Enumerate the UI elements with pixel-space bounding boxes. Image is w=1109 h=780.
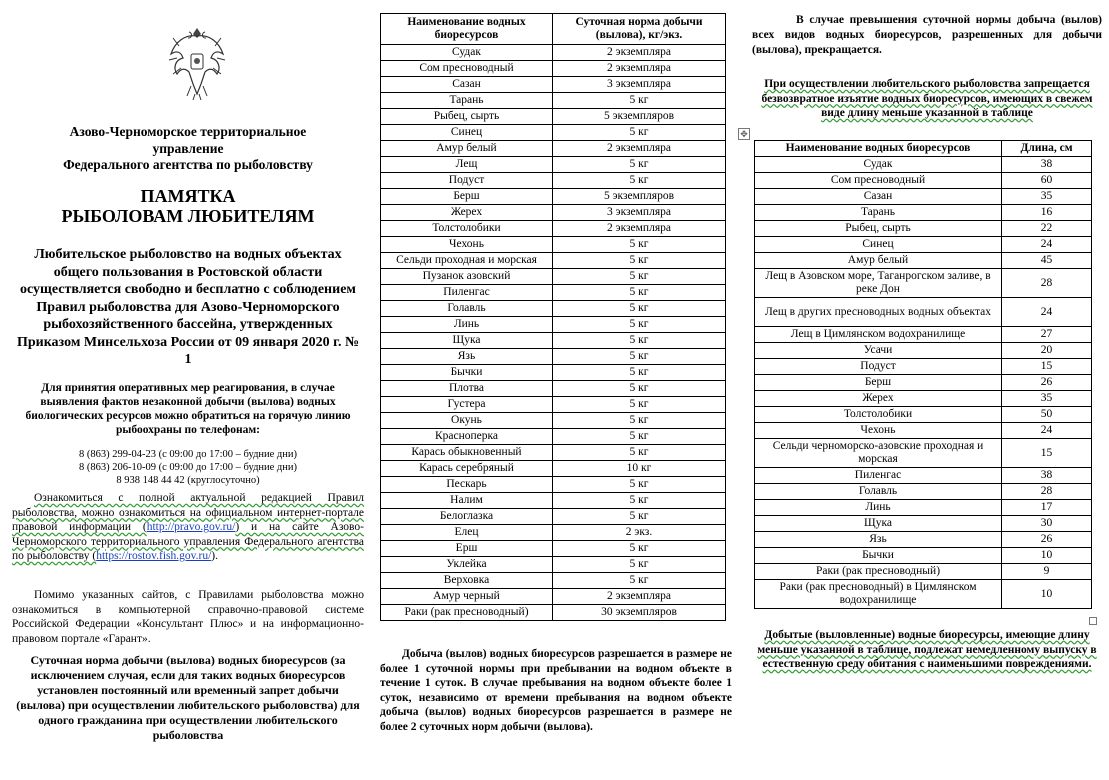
table-row (381, 461, 726, 477)
species-cell: Чехонь (381, 237, 553, 253)
value-cell: 5 кг (553, 557, 726, 573)
column-header-limit: Суточная норма добычи (вылова), кг/экз. (553, 14, 726, 45)
species-cell: Раки (рак пресноводный) в Цимлянском водохранилище (755, 580, 1002, 609)
value-cell: 50 (1002, 407, 1092, 423)
value-cell: 9 (1002, 564, 1092, 580)
species-cell: Сельди черноморско-азовские проходная и морская (755, 439, 1002, 468)
species-cell: Раки (рак пресноводный) (381, 605, 553, 621)
table-row (755, 298, 1092, 327)
species-cell: Ерш (381, 541, 553, 557)
table-move-handle-icon[interactable]: ✥ (738, 128, 750, 140)
species-cell: Пескарь (381, 477, 553, 493)
table-row (755, 484, 1092, 500)
species-cell: Амур белый (381, 141, 553, 157)
table-row (381, 429, 726, 445)
table-header-row (381, 14, 726, 45)
value-cell: 10 кг (553, 461, 726, 477)
value-cell: 17 (1002, 500, 1092, 516)
species-cell: Пузанок азовский (381, 269, 553, 285)
table-row (755, 253, 1092, 269)
value-cell: 30 (1002, 516, 1092, 532)
table-row (381, 173, 726, 189)
value-cell: 5 кг (553, 445, 726, 461)
table-row (381, 445, 726, 461)
species-cell: Пиленгас (755, 468, 1002, 484)
table-row (381, 509, 726, 525)
value-cell: 45 (1002, 253, 1092, 269)
species-cell: Лещ в других пресноводных водных объектах (755, 298, 1002, 327)
species-cell: Плотва (381, 381, 553, 397)
value-cell: 5 кг (553, 365, 726, 381)
species-cell: Амур черный (381, 589, 553, 605)
value-cell: 5 кг (553, 269, 726, 285)
table-row (381, 221, 726, 237)
value-cell: 5 кг (553, 317, 726, 333)
value-cell: 2 экземпляра (553, 61, 726, 77)
species-cell: Толстолобики (381, 221, 553, 237)
russian-coat-of-arms-icon (167, 24, 227, 102)
table-row (755, 468, 1092, 484)
table-row (381, 333, 726, 349)
table-row (381, 253, 726, 269)
species-cell: Рыбец, сырть (381, 109, 553, 125)
species-cell: Жерех (755, 391, 1002, 407)
species-cell: Линь (755, 500, 1002, 516)
table-row (381, 285, 726, 301)
value-cell: 35 (1002, 189, 1092, 205)
table-row (381, 365, 726, 381)
species-cell: Елец (381, 525, 553, 541)
hotline-notice: Для принятия оперативных мер реагирования, в случае выявления фактов незаконной добычи (вылова) водных биологических ресурсов можно обратиться на горячую линию рыбоохраны по телефонам: (25, 382, 351, 436)
table-row (381, 61, 726, 77)
species-cell: Подуст (381, 173, 553, 189)
table-row (755, 327, 1092, 343)
value-cell: 28 (1002, 269, 1092, 298)
table-row (755, 375, 1092, 391)
value-cell: 28 (1002, 484, 1092, 500)
table-row (755, 189, 1092, 205)
species-cell: Лещ (381, 157, 553, 173)
table-row (755, 173, 1092, 189)
value-cell: 5 кг (553, 173, 726, 189)
species-cell: Амур белый (755, 253, 1002, 269)
value-cell: 5 кг (553, 573, 726, 589)
value-cell: 5 кг (553, 509, 726, 525)
table-row (381, 189, 726, 205)
table-row (381, 349, 726, 365)
value-cell: 2 экземпляра (553, 221, 726, 237)
species-cell: Густера (381, 397, 553, 413)
value-cell: 5 кг (553, 349, 726, 365)
species-cell: Язь (755, 532, 1002, 548)
species-cell: Сом пресноводный (381, 61, 553, 77)
organization-name: Азово-Черноморское территориальное управление Федерального агентства по рыболовству (63, 124, 313, 172)
value-cell: 3 экземпляра (553, 205, 726, 221)
value-cell: 5 кг (553, 237, 726, 253)
species-cell: Белоглазка (381, 509, 553, 525)
phone-line: 8 (863) 206-10-09 (с 09:00 до 17:00 – будние дни) (78, 462, 298, 473)
species-cell: Пиленгас (381, 285, 553, 301)
value-cell: 35 (1002, 391, 1092, 407)
species-cell: Карась обыкновенный (381, 445, 553, 461)
table-header-row (755, 141, 1092, 157)
value-cell: 2 экземпляра (553, 141, 726, 157)
table-row (381, 205, 726, 221)
value-cell: 2 экземпляра (553, 45, 726, 61)
species-cell: Сом пресноводный (755, 173, 1002, 189)
species-cell: Берш (755, 375, 1002, 391)
value-cell: 10 (1002, 580, 1092, 609)
species-cell: Берш (381, 189, 553, 205)
value-cell: 3 экземпляра (553, 77, 726, 93)
table-row (381, 589, 726, 605)
value-cell: 5 экземпляров (553, 189, 726, 205)
table-row (381, 397, 726, 413)
value-cell: 15 (1002, 359, 1092, 375)
value-cell: 5 кг (553, 157, 726, 173)
value-cell: 5 кг (553, 381, 726, 397)
species-cell: Толстолобики (755, 407, 1002, 423)
table-row (381, 109, 726, 125)
exceed-rule-paragraph: В случае превышения суточной нормы добыча (вылов) всех видов водных биоресурсов, разрешенных для добычи (вылова), прекращается. (752, 14, 1102, 56)
table-row (381, 93, 726, 109)
table-row (755, 564, 1092, 580)
value-cell: 60 (1002, 173, 1092, 189)
value-cell: 30 экземпляров (553, 605, 726, 621)
table-row (381, 541, 726, 557)
table-row (381, 269, 726, 285)
species-cell: Язь (381, 349, 553, 365)
table-row (381, 77, 726, 93)
table-row (755, 391, 1092, 407)
species-cell: Раки (рак пресноводный) (755, 564, 1002, 580)
table-row (755, 532, 1092, 548)
table-row (381, 605, 726, 621)
species-cell: Синец (381, 125, 553, 141)
daily-limit-table (380, 13, 726, 621)
table-row (755, 221, 1092, 237)
species-cell: Бычки (381, 365, 553, 381)
value-cell: 5 кг (553, 397, 726, 413)
table-row (755, 580, 1092, 609)
table-row (755, 205, 1092, 221)
species-cell: Сазан (381, 77, 553, 93)
rostov-fish-link[interactable]: https://rostov.fish.gov.ru/ (96, 550, 212, 562)
rules-paragraph: Ознакомиться с полной актуальной редакцией Правил рыболовства, можно ознакомиться на официальном интернет-портале правовой информации (http://pravo.gov.ru/) и на сайте Азово-Черноморского территориального управления Федерального агентства по рыболовству (https://rostov.fish.gov.ru/). (12, 492, 364, 562)
table-row (755, 359, 1092, 375)
value-cell: 5 кг (553, 125, 726, 141)
value-cell: 10 (1002, 548, 1092, 564)
table-row (381, 157, 726, 173)
value-cell: 5 кг (553, 93, 726, 109)
size-ban-heading: При осуществлении любительского рыболовства запрещается безвозвратное изъятие водных биоресурсов, имеющих в свежем виде длину меньше указанной в таблице (761, 78, 1093, 119)
species-cell: Сельди проходная и морская (381, 253, 553, 269)
page-title: ПАМЯТКА РЫБОЛОВАМ ЛЮБИТЕЛЯМ (61, 186, 315, 226)
species-cell: Жерех (381, 205, 553, 221)
value-cell: 2 экз. (553, 525, 726, 541)
table-row (381, 45, 726, 61)
species-cell: Щука (755, 516, 1002, 532)
species-cell: Чехонь (755, 423, 1002, 439)
table-row (755, 516, 1092, 532)
table-row (381, 381, 726, 397)
species-cell: Уклейка (381, 557, 553, 573)
column-header-species: Наименование водных биоресурсов (381, 14, 553, 45)
table-row (755, 548, 1092, 564)
phone-line: 8 938 148 44 42 (круглосуточно) (116, 475, 260, 486)
intro-paragraph: Любительское рыболовство на водных объектах общего пользования в Ростовской области осуществляется свободно и бесплатно с соблюдением Правил рыболовства для Азово-Черноморского рыбохозяйственного бассейна, утвержденных Приказом Минсельхоза России от 09 января 2020 г. № 1 (16, 247, 360, 367)
phone-line: 8 (863) 299-04-23 (с 09:00 до 17:00 – будние дни) (78, 449, 298, 460)
species-cell: Красноперка (381, 429, 553, 445)
species-cell: Верховка (381, 573, 553, 589)
value-cell: 5 кг (553, 493, 726, 509)
pravo-link[interactable]: http://pravo.gov.ru/ (146, 521, 236, 533)
species-cell: Лещ в Азовском море, Таганрогском заливе, в реке Дон (755, 269, 1002, 298)
species-cell: Тарань (381, 93, 553, 109)
value-cell: 2 экземпляра (553, 589, 726, 605)
value-cell: 5 кг (553, 429, 726, 445)
table-row (381, 493, 726, 509)
species-cell: Линь (381, 317, 553, 333)
table-row (381, 301, 726, 317)
table-row (381, 573, 726, 589)
table-row (755, 237, 1092, 253)
species-cell: Карась серебряный (381, 461, 553, 477)
value-cell: 5 кг (553, 285, 726, 301)
table-row (381, 525, 726, 541)
table-row (381, 141, 726, 157)
release-rule-paragraph: Добытые (выловленные) водные биоресурсы, имеющие длину меньше указанной в таблице, подлежат немедленному выпуску в естественную среду обитания с наименьшими повреждениями. (757, 629, 1097, 670)
table-row (381, 477, 726, 493)
table-row (755, 423, 1092, 439)
table-row (755, 407, 1092, 423)
species-cell: Судак (755, 157, 1002, 173)
value-cell: 5 кг (553, 541, 726, 557)
table-row (755, 343, 1092, 359)
value-cell: 24 (1002, 237, 1092, 253)
species-cell: Тарань (755, 205, 1002, 221)
catch-rule-paragraph: Добыча (вылов) водных биоресурсов разрешается в размере не более 1 суточной нормы при пребывании на водном объекте в течение 1 суток. В случае пребывания на водном объекте более 1 суток, независимо от времени пребывания на водном объекте добыча (вылов) водных биоресурсов разрешается в размере не более 2 суточных норм добычи (вылова). (380, 648, 732, 733)
value-cell: 5 кг (553, 333, 726, 349)
table-resize-handle-icon[interactable] (1089, 617, 1097, 625)
species-cell: Щука (381, 333, 553, 349)
value-cell: 5 кг (553, 301, 726, 317)
species-cell: Налим (381, 493, 553, 509)
value-cell: 22 (1002, 221, 1092, 237)
table-row (755, 157, 1092, 173)
species-cell: Усачи (755, 343, 1002, 359)
species-cell: Синец (755, 237, 1002, 253)
species-cell: Судак (381, 45, 553, 61)
value-cell: 5 кг (553, 477, 726, 493)
species-cell: Окунь (381, 413, 553, 429)
value-cell: 5 кг (553, 413, 726, 429)
table-row (755, 500, 1092, 516)
value-cell: 20 (1002, 343, 1092, 359)
species-cell: Бычки (755, 548, 1002, 564)
species-cell: Голавль (381, 301, 553, 317)
daily-limit-heading: Суточная норма добычи (вылова) водных биоресурсов (за исключением случая, если для таких водных биоресурсов установлен постоянный или временный запрет добычи (вылова) при осуществлении любительского рыболовства) для одного гражданина при осуществлении любительского рыболовства (16, 653, 360, 742)
table-row (755, 269, 1092, 298)
value-cell: 24 (1002, 423, 1092, 439)
table-row (381, 237, 726, 253)
min-length-table (754, 140, 1092, 609)
species-cell: Голавль (755, 484, 1002, 500)
value-cell: 38 (1002, 468, 1092, 484)
other-sources-paragraph: Помимо указанных сайтов, с Правилами рыболовства можно ознакомиться в компьютерной справочно-правовой системе Российской Федерации «Консультант Плюс» и на информационно-правовом портале «Гарант». (12, 589, 364, 645)
hotline-phones (12, 448, 364, 487)
value-cell: 5 экземпляров (553, 109, 726, 125)
value-cell: 26 (1002, 375, 1092, 391)
table-row (755, 439, 1092, 468)
table-row (381, 557, 726, 573)
table-row (381, 317, 726, 333)
value-cell: 27 (1002, 327, 1092, 343)
value-cell: 26 (1002, 532, 1092, 548)
column-header-length: Длина, см (1002, 141, 1092, 157)
value-cell: 16 (1002, 205, 1092, 221)
species-cell: Рыбец, сырть (755, 221, 1002, 237)
value-cell: 24 (1002, 298, 1092, 327)
table-row (381, 413, 726, 429)
value-cell: 38 (1002, 157, 1092, 173)
value-cell: 5 кг (553, 253, 726, 269)
table-row (381, 125, 726, 141)
species-cell: Сазан (755, 189, 1002, 205)
species-cell: Лещ в Цимлянском водохранилище (755, 327, 1002, 343)
column-header-species: Наименование водных биоресурсов (755, 141, 1002, 157)
value-cell: 15 (1002, 439, 1092, 468)
species-cell: Подуст (755, 359, 1002, 375)
